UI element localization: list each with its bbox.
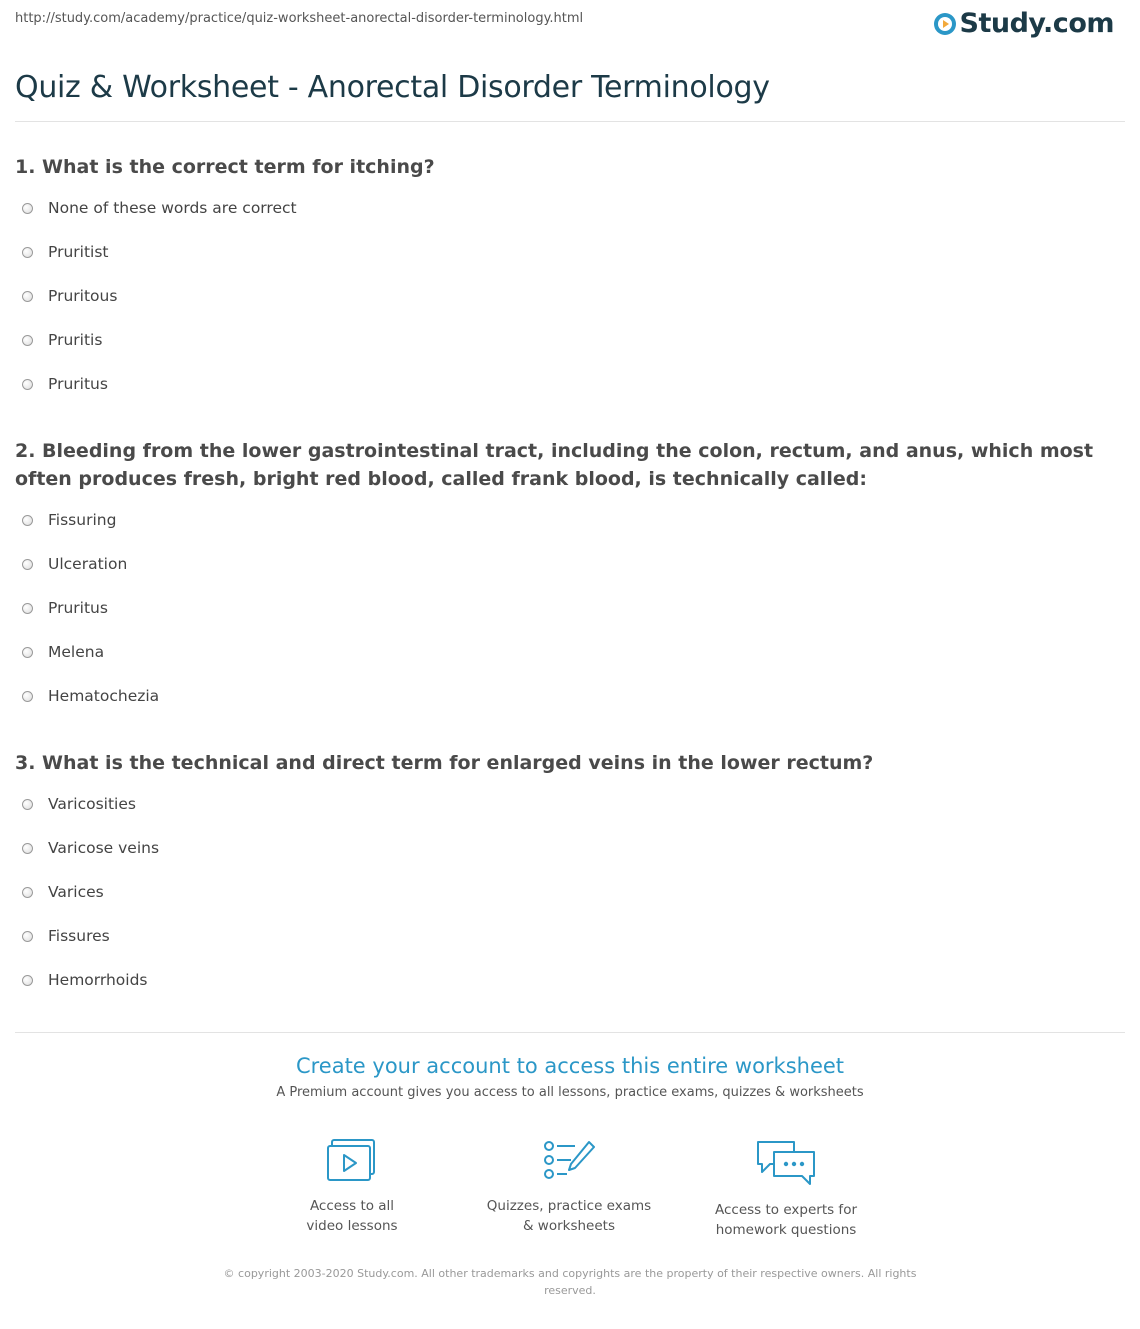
q1-option-3[interactable] (22, 287, 117, 305)
option-label: Fissures (48, 927, 110, 945)
q1-option-2[interactable] (22, 243, 109, 261)
page-title: Quiz & Worksheet - Anorectal Disorder Terminology (15, 70, 770, 105)
feature-label: Access to experts for homework questions (714, 1202, 857, 1238)
option-label: Pruritist (48, 243, 109, 261)
quiz-list-icon (541, 1138, 597, 1184)
q2-option-1[interactable] (22, 511, 116, 529)
q2-option-2[interactable] (22, 555, 127, 573)
chat-bubbles-icon (754, 1138, 818, 1188)
option-label: Hematochezia (48, 687, 160, 705)
radio-button-icon[interactable] (22, 603, 33, 614)
feature-video-lessons (242, 1138, 462, 1236)
option-label: Pruritis (48, 331, 103, 349)
feature-experts (676, 1138, 896, 1240)
q2-option-5[interactable] (22, 687, 159, 705)
radio-button-icon[interactable] (22, 799, 33, 810)
radio-button-icon[interactable] (22, 379, 33, 390)
question-2: 2. Bleeding from the lower gastrointestinal tract, including the colon, rectum, and anus, which most often produces fresh, bright red blood, called frank blood, is technically called: (15, 440, 1094, 490)
q3-option-3[interactable] (22, 883, 104, 901)
option-label: None of these words are correct (48, 199, 297, 217)
q3-option-2[interactable] (22, 839, 159, 857)
q1-option-1[interactable] (22, 199, 297, 217)
q3-option-1[interactable] (22, 795, 136, 813)
question-3: 3. What is the technical and direct term for enlarged veins in the lower rectum? (15, 752, 874, 774)
radio-button-icon[interactable] (22, 843, 33, 854)
title-divider (15, 121, 1125, 122)
logo-text: Study.com (959, 8, 1114, 39)
option-label: Varicose veins (48, 839, 160, 857)
q1-option-5[interactable] (22, 375, 108, 393)
option-label: Pruritous (48, 287, 118, 305)
radio-button-icon[interactable] (22, 247, 33, 258)
radio-button-icon[interactable] (22, 975, 33, 986)
radio-button-icon[interactable] (22, 931, 33, 942)
study-logo[interactable] (933, 8, 1114, 39)
feature-label: Access to all video lessons (306, 1198, 398, 1234)
q3-option-4[interactable] (22, 927, 110, 945)
option-label: Varices (48, 883, 104, 901)
radio-button-icon[interactable] (22, 203, 33, 214)
question-1: 1. What is the correct term for itching? (15, 156, 435, 178)
create-account-link[interactable]: Create your account to access this entire worksheet (295, 1054, 845, 1078)
q2-option-3[interactable] (22, 599, 108, 617)
option-label: Ulceration (48, 555, 128, 573)
option-label: Fissuring (48, 511, 117, 529)
radio-button-icon[interactable] (22, 647, 33, 658)
premium-description: A Premium account gives you access to all lessons, practice exams, quizzes & worksheets (276, 1085, 864, 1100)
copyright-footer: © copyright 2003-2020 Study.com. All other trademarks and copyrights are the property of their respective owners. All rights reserved. (223, 1267, 917, 1297)
radio-button-icon[interactable] (22, 291, 33, 302)
option-label: Melena (48, 643, 105, 661)
q2-option-4[interactable] (22, 643, 104, 661)
option-label: Pruritus (48, 375, 108, 393)
radio-button-icon[interactable] (22, 887, 33, 898)
option-label: Varicosities (48, 795, 136, 813)
video-lesson-icon (326, 1138, 378, 1184)
radio-button-icon[interactable] (22, 559, 33, 570)
feature-label: Quizzes, practice exams & worksheets (486, 1198, 652, 1234)
radio-button-icon[interactable] (22, 335, 33, 346)
promo-divider (15, 1032, 1125, 1033)
option-label: Hemorrhoids (48, 971, 148, 989)
q1-option-4[interactable] (22, 331, 102, 349)
q3-option-5[interactable] (22, 971, 148, 989)
play-logo-icon (933, 12, 957, 36)
radio-button-icon[interactable] (22, 515, 33, 526)
page-url: http://study.com/academy/practice/quiz-worksheet-anorectal-disorder-terminology.html (15, 11, 584, 26)
radio-button-icon[interactable] (22, 691, 33, 702)
option-label: Pruritus (48, 599, 108, 617)
feature-quizzes (459, 1138, 679, 1236)
